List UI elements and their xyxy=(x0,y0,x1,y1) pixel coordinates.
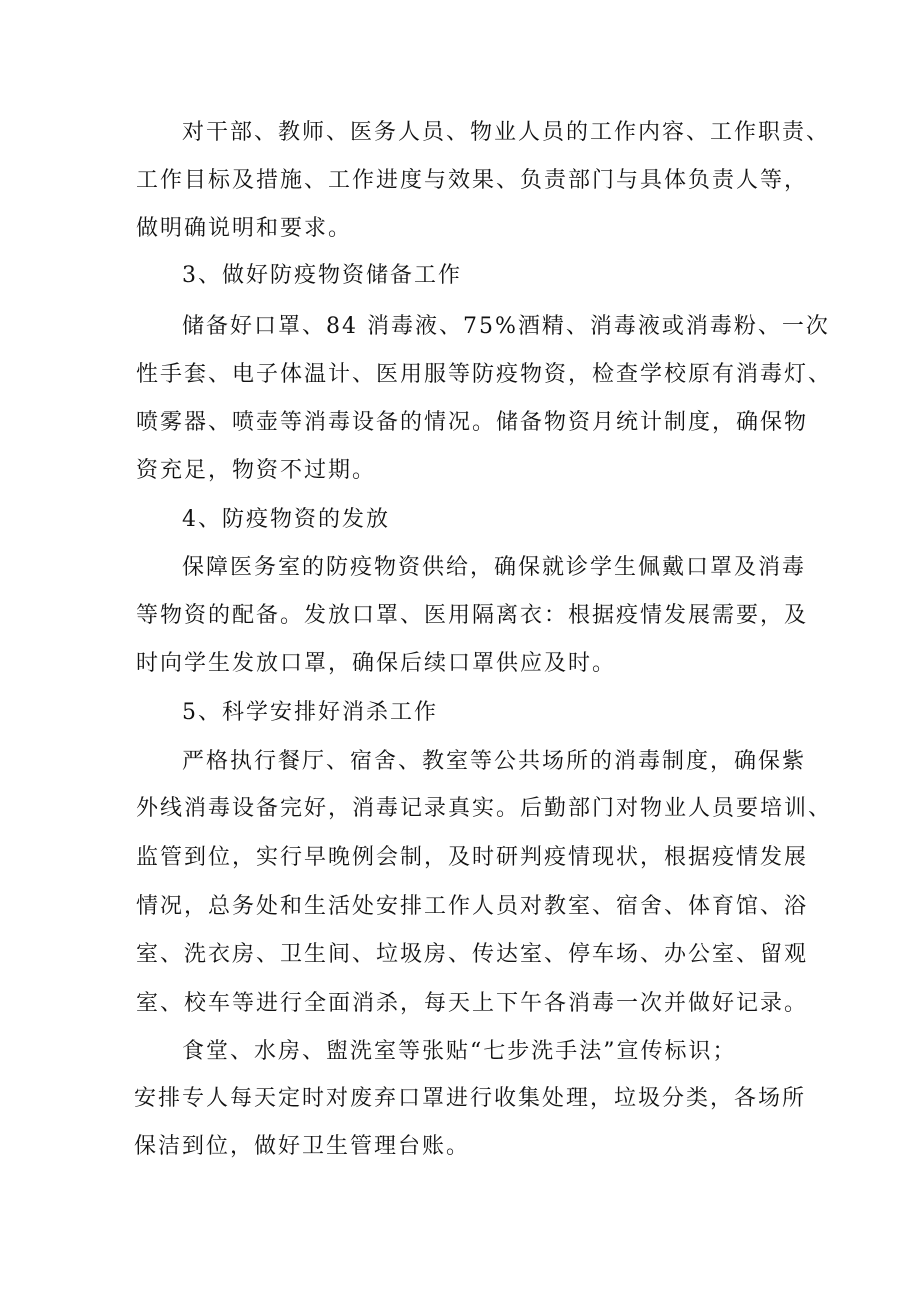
paragraph-line: 储备好口罩、84 消毒液、75%酒精、消毒液或消毒粉、一次 xyxy=(182,314,830,339)
paragraph-line: 喷雾器、喷壶等消毒设备的情况。储备物资月统计制度，确保物 xyxy=(136,410,809,435)
paragraph-line: 外线消毒设备完好，消毒记录真实。后勤部门对物业人员要培训、 xyxy=(136,796,833,821)
paragraph-line: 食堂、水房、盥洗室等张贴“七步洗手法”宣传标识； xyxy=(182,1039,737,1064)
paragraph-line: 工作目标及措施、工作进度与效果、负责部门与具体负责人等， xyxy=(136,168,809,193)
paragraph-line: 对干部、教师、医务人员、物业人员的工作内容、工作职责、 xyxy=(182,120,831,145)
section-heading: 5、科学安排好消杀工作 xyxy=(182,700,438,725)
paragraph-line: 保障医务室的防疫物资供给，确保就诊学生佩戴口罩及消毒 xyxy=(182,555,807,580)
paragraph-line: 严格执行餐厅、宿舍、教室等公共场所的消毒制度，确保紫 xyxy=(182,749,807,774)
paragraph-line: 等物资的配备。发放口罩、医用隔离衣：根据疫情发展需要，及 xyxy=(136,603,809,628)
paragraph-line: 做明确说明和要求。 xyxy=(136,216,353,241)
paragraph-line: 时向学生发放口罩，确保后续口罩供应及时。 xyxy=(136,651,617,676)
paragraph-line: 室、洗衣房、卫生间、垃圾房、传达室、停车场、办公室、留观 xyxy=(136,942,809,967)
paragraph-line: 保洁到位，做好卫生管理台账。 xyxy=(134,1134,471,1159)
paragraph-line: 资充足，物资不过期。 xyxy=(136,458,377,483)
paragraph-line: 性手套、电子体温计、医用服等防疫物资，检查学校原有消毒灯、 xyxy=(136,362,833,387)
section-heading: 3、做好防疫物资储备工作 xyxy=(182,263,462,288)
paragraph-line: 监管到位，实行早晚例会制，及时研判疫情现状，根据疫情发展 xyxy=(136,845,809,870)
paragraph-line: 室、校车等进行全面消杀，每天上下午各消毒一次并做好记录。 xyxy=(136,991,809,1016)
section-heading: 4、防疫物资的发放 xyxy=(182,507,390,532)
paragraph-line: 安排专人每天定时对废弃口罩进行收集处理，垃圾分类，各场所 xyxy=(134,1086,807,1111)
paragraph-line: 情况，总务处和生活处安排工作人员对教室、宿舍、体育馆、浴 xyxy=(136,894,809,919)
